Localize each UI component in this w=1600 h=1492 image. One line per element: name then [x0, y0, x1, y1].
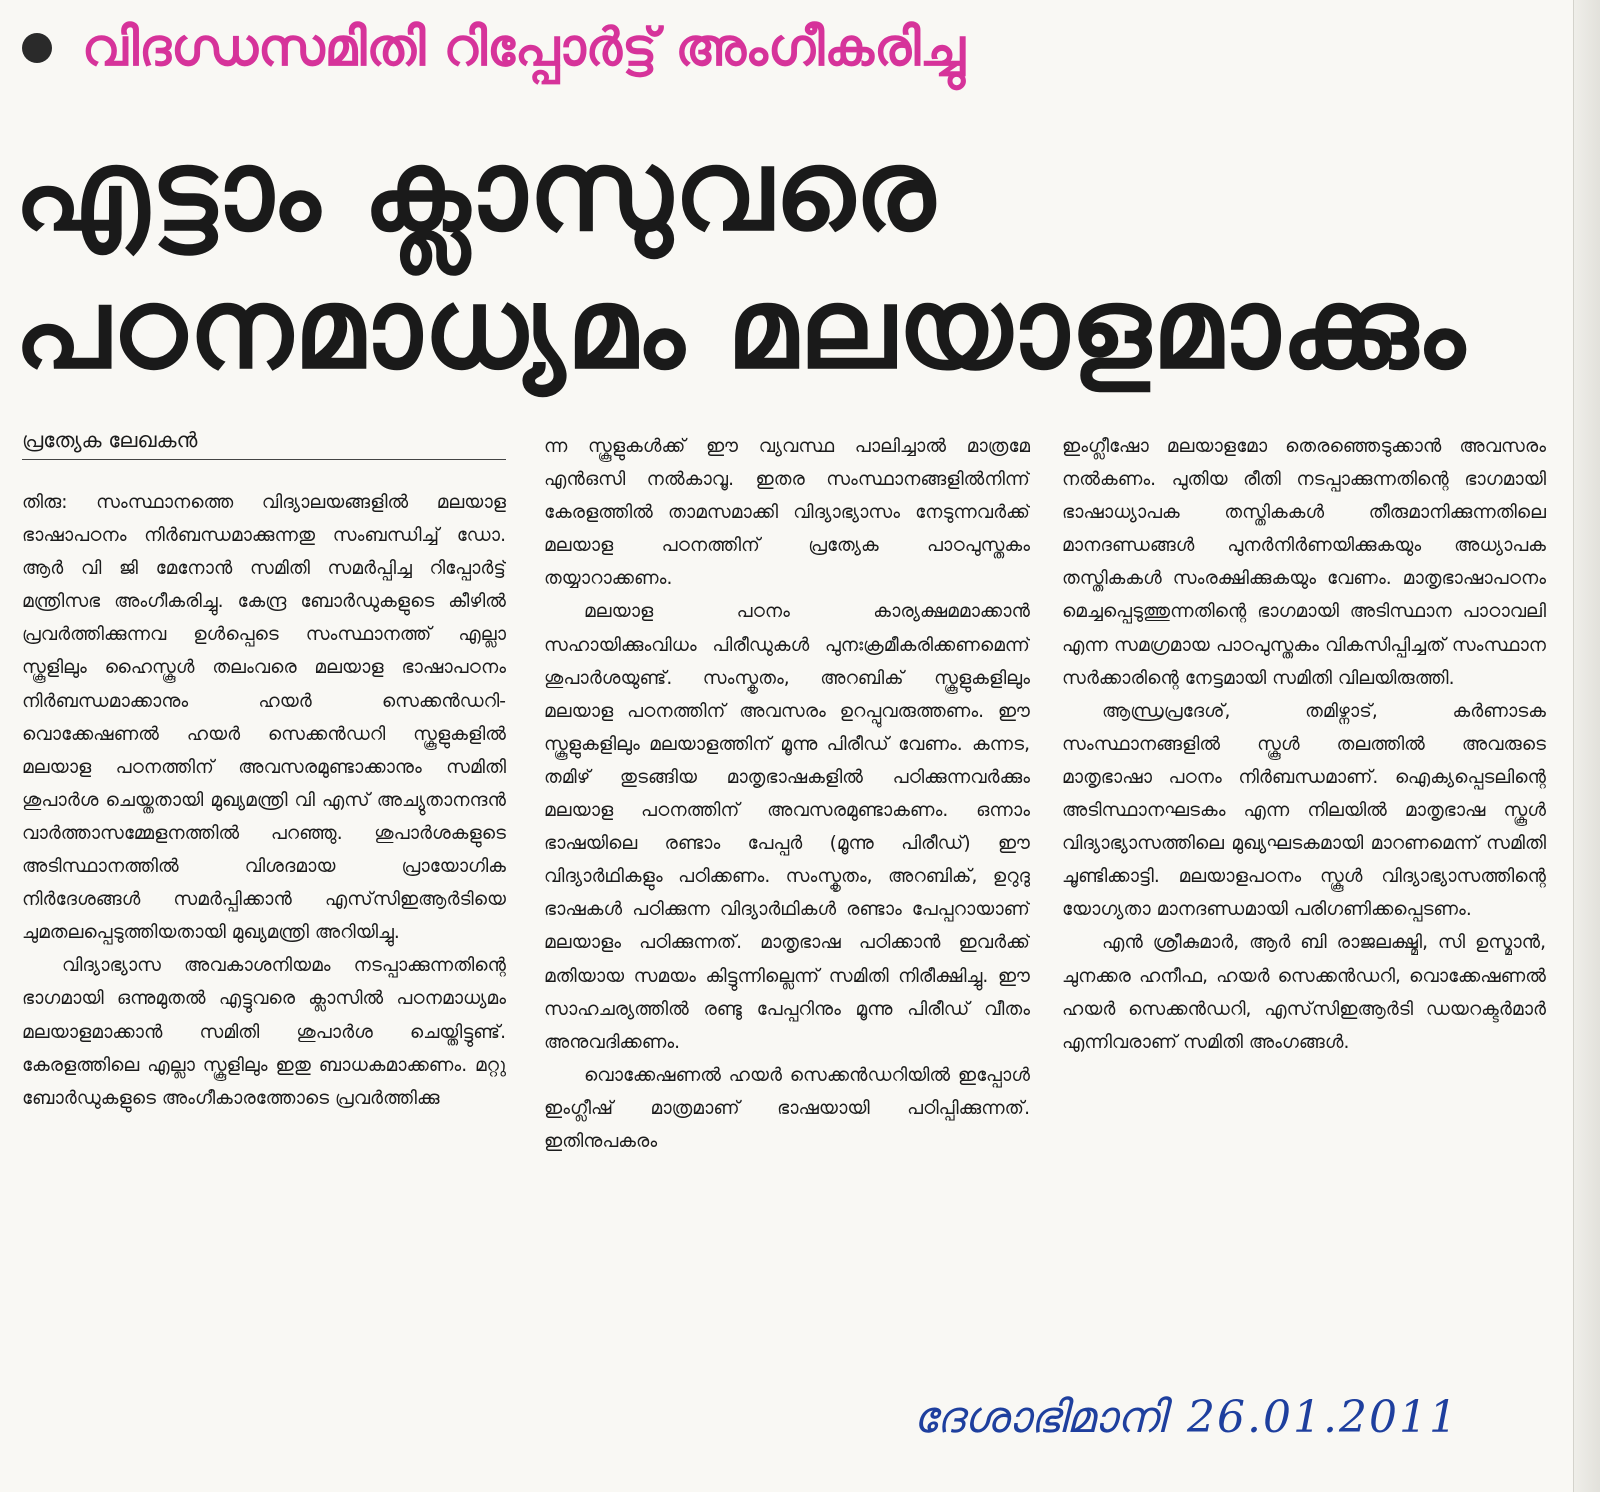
paper-edge — [1573, 0, 1600, 1492]
paragraph: എന്‍ ശ്രീകുമാര്‍, ആര്‍ ബി രാജലക്ഷ്മി, സി ഉസ്മാന്‍, ചുനക്കര ഹനീഫ, ഹയര്‍ സെക്കന്‍ഡറി, വൊക്കേഷണല്‍ ഹയര്‍ സെക്കന്‍ഡറി, എസ്‌സിഇആര്‍ടി ഡയറക്ടര്‍മാര്‍ എന്നിവരാണ് സമിതി അംഗങ്ങള്‍. — [1062, 932, 1546, 1053]
paragraph: ഇംഗ്ലീഷോ മലയാളമോ തെരഞ്ഞെടുക്കാന്‍ അവസരം നല്‍കണം. പുതിയ രീതി നടപ്പാക്കുന്നതിന്റെ ഭാഗമായി ഭാഷാധ്യാപക തസ്തികകള്‍ തീരുമാനിക്കുന്നതിലെ മാനദണ്ഡങ്ങള്‍ പുനര്‍നിര്‍ണയിക്കുകയും അധ്യാപക തസ്തികകള്‍ സംരക്ഷിക്കുകയും വേണം. മാതൃഭാഷാപഠനം മെച്ചപ്പെടുത്തുന്നതിന്റെ ഭാഗമായി അടിസ്ഥാന പാഠാവലി എന്ന സമഗ്രമായ പാഠപുസ്തകം വികസിപ്പിച്ചത് സംസ്ഥാന സര്‍ക്കാരിന്റെ നേട്ടമായി സമിതി വിലയിരുത്തി. — [1062, 436, 1546, 689]
article-column-2 — [544, 430, 1030, 1158]
paragraph: മലയാള പഠനം കാര്യക്ഷമമാക്കാന്‍ സഹായിക്കുംവിധം പിരീഡുകള്‍ പുനഃക്രമീകരിക്കണമെന്ന് ശുപാര്‍ശയുണ്ട്. സംസ്കൃതം, അറബിക് സ്കൂളുകളിലും മലയാള പഠനത്തിന് അവസരം ഉറപ്പുവരുത്തണം. ഈ സ്കൂളുകളിലും മലയാളത്തിന് മൂന്നു പിരീഡ് വേണം. കന്നട, തമിഴ് തുടങ്ങിയ മാതൃഭാഷകളില്‍ പഠിക്കുന്നവര്‍ക്കും മലയാള പഠനത്തിന് അവസരമുണ്ടാകണം. ഒന്നാം ഭാഷയിലെ രണ്ടാം പേപ്പര്‍ (മൂന്നു പിരീഡ്) ഈ വിദ്യാര്‍ഥികളും പഠിക്കണം. സംസ്കൃതം, അറബിക്, ഉറുദു ഭാഷകള്‍ പഠിക്കുന്ന വിദ്യാര്‍ഥികള്‍ രണ്ടാം പേപ്പറായാണ് മലയാളം പഠിക്കുന്നത്. മാതൃഭാഷ പഠിക്കാന്‍ ഇവര്‍ക്ക് മതിയായ സമയം കിട്ടുന്നില്ലെന്ന് സമിതി നിരീക്ഷിച്ചു. ഈ സാഹചര്യത്തില്‍ രണ്ടു പേപ്പറിനും മൂന്നു പിരീഡ് വീതം അനുവദിക്കണം. — [544, 601, 1030, 1053]
source-date: 26.01.2011 — [1187, 1392, 1459, 1443]
paragraph: വൊക്കേഷണല്‍ ഹയര്‍ സെക്കന്‍ഡറിയില്‍ ഇപ്പോള്‍ ഇംഗ്ലീഷ് മാത്രമാണ് ഭാഷയായി പഠിപ്പിക്കുന്നത്. ഇതിനുപകരം — [544, 1064, 1030, 1152]
kicker-text: വിദഗ്ധസമിതി റിപ്പോര്‍ട്ട് അംഗീകരിച്ചു — [82, 18, 965, 78]
paragraph: തിരു: സംസ്ഥാനത്തെ വിദ്യാലയങ്ങളില്‍ മലയാള ഭാഷാപഠനം നിര്‍ബന്ധമാക്കുന്നതു സംബന്ധിച്ച് ഡോ. ആര്‍ വി ജി മേനോന്‍ സമിതി സമര്‍പ്പിച്ച റിപ്പോര്‍ട്ട് മന്ത്രിസഭ അംഗീകരിച്ചു. കേന്ദ്ര ബോര്‍ഡുകളുടെ കീഴില്‍ പ്രവര്‍ത്തിക്കുന്നവ ഉള്‍പ്പെടെ സംസ്ഥാനത്ത് എല്ലാ സ്കൂളിലും ഹൈസ്കൂള്‍ തലംവരെ മലയാള ഭാഷാപഠനം നിര്‍ബന്ധമാക്കാനും ഹയര്‍ സെക്കന്‍ഡറി-വൊക്കേഷണല്‍ ഹയര്‍ സെക്കന്‍ഡറി സ്കൂളുകളില്‍ മലയാള പഠനത്തിന് അവസരമുണ്ടാക്കാനും സമിതി ശുപാര്‍ശ ചെയ്തതായി മുഖ്യമന്ത്രി വി എസ് അച്യുതാനന്ദന്‍ വാര്‍ത്താസമ്മേളനത്തില്‍ പറഞ്ഞു. ശുപാര്‍ശകളുടെ അടിസ്ഥാനത്തില്‍ വിശദമായ പ്രായോഗിക നിര്‍ദേശങ്ങള്‍ സമര്‍പ്പിക്കാന്‍ എസ്‌സിഇആര്‍ടിയെ ചുമതലപ്പെടുത്തിയതായി മുഖ്യമന്ത്രി അറിയിച്ചു. — [22, 492, 506, 944]
headline — [14, 122, 1484, 398]
paragraph: വിദ്യാഭ്യാസ അവകാശനിയമം നടപ്പാക്കുന്നതിന്റെ ഭാഗമായി ഒന്നുമുതല്‍ എട്ടുവരെ ക്ലാസില്‍ പഠനമാധ്യമം മലയാളമാക്കാന്‍ സമിതി ശുപാര്‍ശ ചെയ്തിട്ടുണ്ട്. കേരളത്തിലെ എല്ലാ സ്കൂളിലും ഇതു ബാധകമാക്കണം. മറ്റു ബോര്‍ഡുകളുടെ അംഗീകാരത്തോടെ പ്രവര്‍ത്തിക്കു — [22, 955, 506, 1109]
headline-line-1: എട്ടാം ക്ലാസുവരെ — [14, 126, 937, 256]
article-column-1 — [22, 486, 506, 1115]
source-newspaper-name: ദേശാഭിമാനി — [913, 1392, 1166, 1443]
handwritten-source-note — [913, 1392, 1459, 1443]
headline-line-2: പഠനമാധ്യമം മലയാളമാക്കും — [14, 264, 1467, 394]
article-column-3 — [1062, 430, 1546, 1059]
bullet-icon — [22, 33, 52, 63]
kicker — [22, 8, 965, 88]
byline: പ്രത്യേക ലേഖകന്‍ — [22, 428, 506, 460]
paragraph: ന്ന സ്കൂളുകള്‍ക്ക് ഈ വ്യവസ്ഥ പാലിച്ചാല്‍ മാത്രമേ എന്‍ഒസി നല്‍കാവൂ. ഇതര സംസ്ഥാനങ്ങളില്‍നിന്ന് കേരളത്തില്‍ താമസമാക്കി വിദ്യാഭ്യാസം നേടുന്നവര്‍ക്ക് മലയാള പഠനത്തിന് പ്രത്യേക പാഠപുസ്തകം തയ്യാറാക്കണം. — [544, 436, 1030, 590]
paragraph: ആന്ധ്രപ്രദേശ്, തമിഴ്നാട്, കര്‍ണാടക സംസ്ഥാനങ്ങളില്‍ സ്കൂള്‍ തലത്തില്‍ അവരുടെ മാതൃഭാഷാ പഠനം നിര്‍ബന്ധമാണ്. ഐക്യപ്പെടലിന്റെ അടിസ്ഥാനഘടകം എന്ന നിലയില്‍ മാതൃഭാഷ സ്കൂള്‍ വിദ്യാഭ്യാസത്തിലെ മുഖ്യഘടകമായി മാറണമെന്ന് സമിതി ചൂണ്ടിക്കാട്ടി. മലയാളപഠനം സ്കൂള്‍ വിദ്യാഭ്യാസത്തിന്റെ യോഗ്യതാ മാനദണ്ഡമായി പരിഗണിക്കപ്പെടണം. — [1062, 700, 1546, 921]
